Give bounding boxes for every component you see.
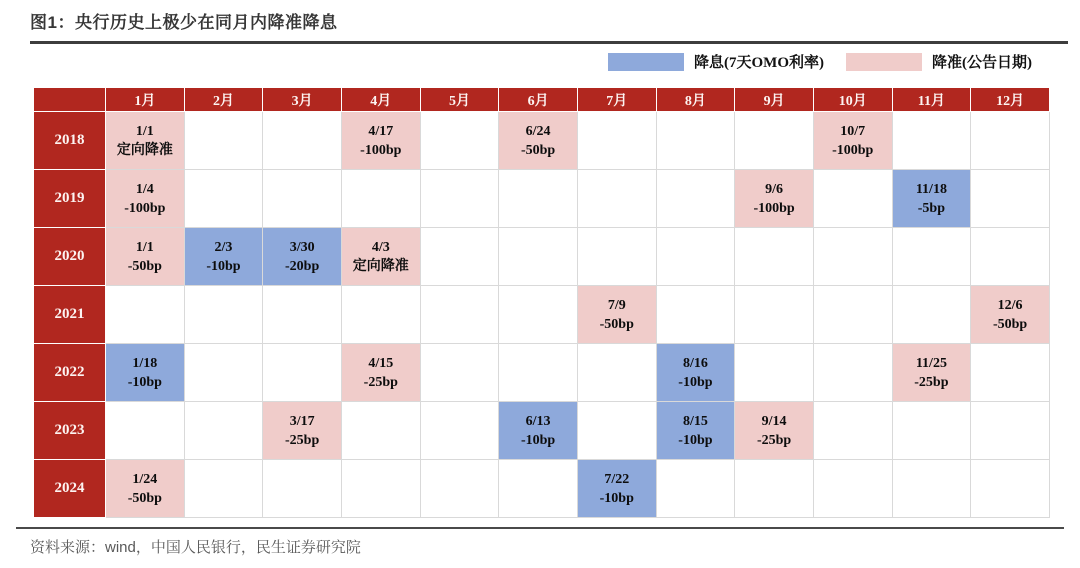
month-header-7: 7月 (577, 88, 656, 112)
empty-cell-2018-9 (735, 112, 814, 170)
empty-cell-2021-1 (106, 286, 185, 344)
empty-cell-2019-5 (420, 170, 499, 228)
month-header-6: 6月 (499, 88, 578, 112)
month-header-8: 8月 (656, 88, 735, 112)
rate-cut-cell-2023-8: 8/15 -10bp (656, 402, 735, 460)
empty-cell-2018-2 (184, 112, 263, 170)
rate-cut-cell-2022-1: 1/18 -10bp (106, 344, 185, 402)
corner-cell (34, 88, 106, 112)
empty-cell-2021-2 (184, 286, 263, 344)
empty-cell-2019-3 (263, 170, 342, 228)
rrr-cut-cell-2023-9: 9/14 -25bp (735, 402, 814, 460)
year-header-2023: 2023 (34, 402, 106, 460)
empty-cell-2023-11 (892, 402, 971, 460)
empty-cell-2021-5 (420, 286, 499, 344)
year-header-2021: 2021 (34, 286, 106, 344)
empty-cell-2021-3 (263, 286, 342, 344)
rate-cut-cell-2022-8: 8/16 -10bp (656, 344, 735, 402)
empty-cell-2024-11 (892, 460, 971, 518)
empty-cell-2021-9 (735, 286, 814, 344)
rate-cut-cell-2024-7: 7/22 -10bp (577, 460, 656, 518)
empty-cell-2021-11 (892, 286, 971, 344)
policy-calendar-table (33, 87, 1050, 518)
empty-cell-2022-12 (971, 344, 1050, 402)
month-header-2: 2月 (184, 88, 263, 112)
month-header-1: 1月 (106, 88, 185, 112)
year-row-2021 (34, 286, 1050, 344)
empty-cell-2020-9 (735, 228, 814, 286)
empty-cell-2020-10 (813, 228, 892, 286)
rate-cut-legend-label: 降息(7天OMO利率) (694, 55, 824, 71)
footer-divider (16, 527, 1064, 529)
legend (0, 51, 1044, 72)
rrr-cut-cell-2019-1: 1/4 -100bp (106, 170, 185, 228)
empty-cell-2023-5 (420, 402, 499, 460)
month-header-3: 3月 (263, 88, 342, 112)
rrr-cut-cell-2019-9: 9/6 -100bp (735, 170, 814, 228)
empty-cell-2023-10 (813, 402, 892, 460)
empty-cell-2024-4 (341, 460, 420, 518)
year-header-2022: 2022 (34, 344, 106, 402)
empty-cell-2018-12 (971, 112, 1050, 170)
year-header-2024: 2024 (34, 460, 106, 518)
empty-cell-2019-8 (656, 170, 735, 228)
rrr-cut-cell-2022-11: 11/25 -25bp (892, 344, 971, 402)
figure-header (30, 8, 1068, 44)
empty-cell-2024-8 (656, 460, 735, 518)
empty-cell-2022-3 (263, 344, 342, 402)
empty-cell-2020-8 (656, 228, 735, 286)
rrr-cut-legend-swatch (846, 53, 922, 71)
empty-cell-2020-12 (971, 228, 1050, 286)
empty-cell-2020-5 (420, 228, 499, 286)
empty-cell-2024-10 (813, 460, 892, 518)
month-header-5: 5月 (420, 88, 499, 112)
empty-cell-2020-11 (892, 228, 971, 286)
figure-title: 图1：央行历史上极少在同月内降准降息 (30, 13, 338, 32)
empty-cell-2021-4 (341, 286, 420, 344)
empty-cell-2018-11 (892, 112, 971, 170)
rrr-cut-cell-2018-10: 10/7 -100bp (813, 112, 892, 170)
empty-cell-2018-8 (656, 112, 735, 170)
empty-cell-2023-4 (341, 402, 420, 460)
rrr-cut-cell-2023-3: 3/17 -25bp (263, 402, 342, 460)
year-header-2019: 2019 (34, 170, 106, 228)
empty-cell-2022-7 (577, 344, 656, 402)
year-row-2020 (34, 228, 1050, 286)
rrr-cut-cell-2021-12: 12/6 -50bp (971, 286, 1050, 344)
rrr-cut-cell-2020-4: 4/3 定向降准 (341, 228, 420, 286)
empty-cell-2022-2 (184, 344, 263, 402)
empty-cell-2019-10 (813, 170, 892, 228)
empty-cell-2019-6 (499, 170, 578, 228)
rate-cut-legend-swatch (608, 53, 684, 71)
year-row-2023 (34, 402, 1050, 460)
rate-cut-cell-2023-6: 6/13 -10bp (499, 402, 578, 460)
empty-cell-2018-3 (263, 112, 342, 170)
empty-cell-2021-10 (813, 286, 892, 344)
empty-cell-2019-2 (184, 170, 263, 228)
empty-cell-2019-4 (341, 170, 420, 228)
rrr-cut-cell-2021-7: 7/9 -50bp (577, 286, 656, 344)
rate-cut-cell-2020-2: 2/3 -10bp (184, 228, 263, 286)
year-header-2020: 2020 (34, 228, 106, 286)
empty-cell-2024-9 (735, 460, 814, 518)
year-row-2018 (34, 112, 1050, 170)
rrr-cut-cell-2018-4: 4/17 -100bp (341, 112, 420, 170)
empty-cell-2022-9 (735, 344, 814, 402)
year-header-2018: 2018 (34, 112, 106, 170)
month-header-9: 9月 (735, 88, 814, 112)
empty-cell-2023-1 (106, 402, 185, 460)
empty-cell-2018-7 (577, 112, 656, 170)
month-header-11: 11月 (892, 88, 971, 112)
empty-cell-2022-6 (499, 344, 578, 402)
empty-cell-2022-5 (420, 344, 499, 402)
year-row-2024 (34, 460, 1050, 518)
rate-cut-cell-2019-11: 11/18 -5bp (892, 170, 971, 228)
rrr-cut-cell-2018-6: 6/24 -50bp (499, 112, 578, 170)
rrr-cut-cell-2022-4: 4/15 -25bp (341, 344, 420, 402)
rrr-cut-cell-2020-1: 1/1 -50bp (106, 228, 185, 286)
rrr-cut-legend-label: 降准(公告日期) (932, 55, 1032, 71)
empty-cell-2023-2 (184, 402, 263, 460)
source-note: 资料来源：wind，中国人民银行，民生证券研究院 (30, 539, 361, 556)
empty-cell-2023-7 (577, 402, 656, 460)
empty-cell-2021-6 (499, 286, 578, 344)
empty-cell-2022-10 (813, 344, 892, 402)
month-header-10: 10月 (813, 88, 892, 112)
empty-cell-2024-12 (971, 460, 1050, 518)
empty-cell-2024-3 (263, 460, 342, 518)
empty-cell-2019-12 (971, 170, 1050, 228)
empty-cell-2024-5 (420, 460, 499, 518)
month-header-row (34, 88, 1050, 112)
empty-cell-2020-7 (577, 228, 656, 286)
rrr-cut-cell-2024-1: 1/24 -50bp (106, 460, 185, 518)
empty-cell-2018-5 (420, 112, 499, 170)
empty-cell-2024-6 (499, 460, 578, 518)
calendar-body (34, 112, 1050, 518)
month-header-12: 12月 (971, 88, 1050, 112)
year-row-2022 (34, 344, 1050, 402)
empty-cell-2020-6 (499, 228, 578, 286)
empty-cell-2024-2 (184, 460, 263, 518)
rate-cut-cell-2020-3: 3/30 -20bp (263, 228, 342, 286)
month-header-4: 4月 (341, 88, 420, 112)
empty-cell-2019-7 (577, 170, 656, 228)
empty-cell-2021-8 (656, 286, 735, 344)
year-row-2019 (34, 170, 1050, 228)
empty-cell-2023-12 (971, 402, 1050, 460)
rrr-cut-cell-2018-1: 1/1 定向降准 (106, 112, 185, 170)
